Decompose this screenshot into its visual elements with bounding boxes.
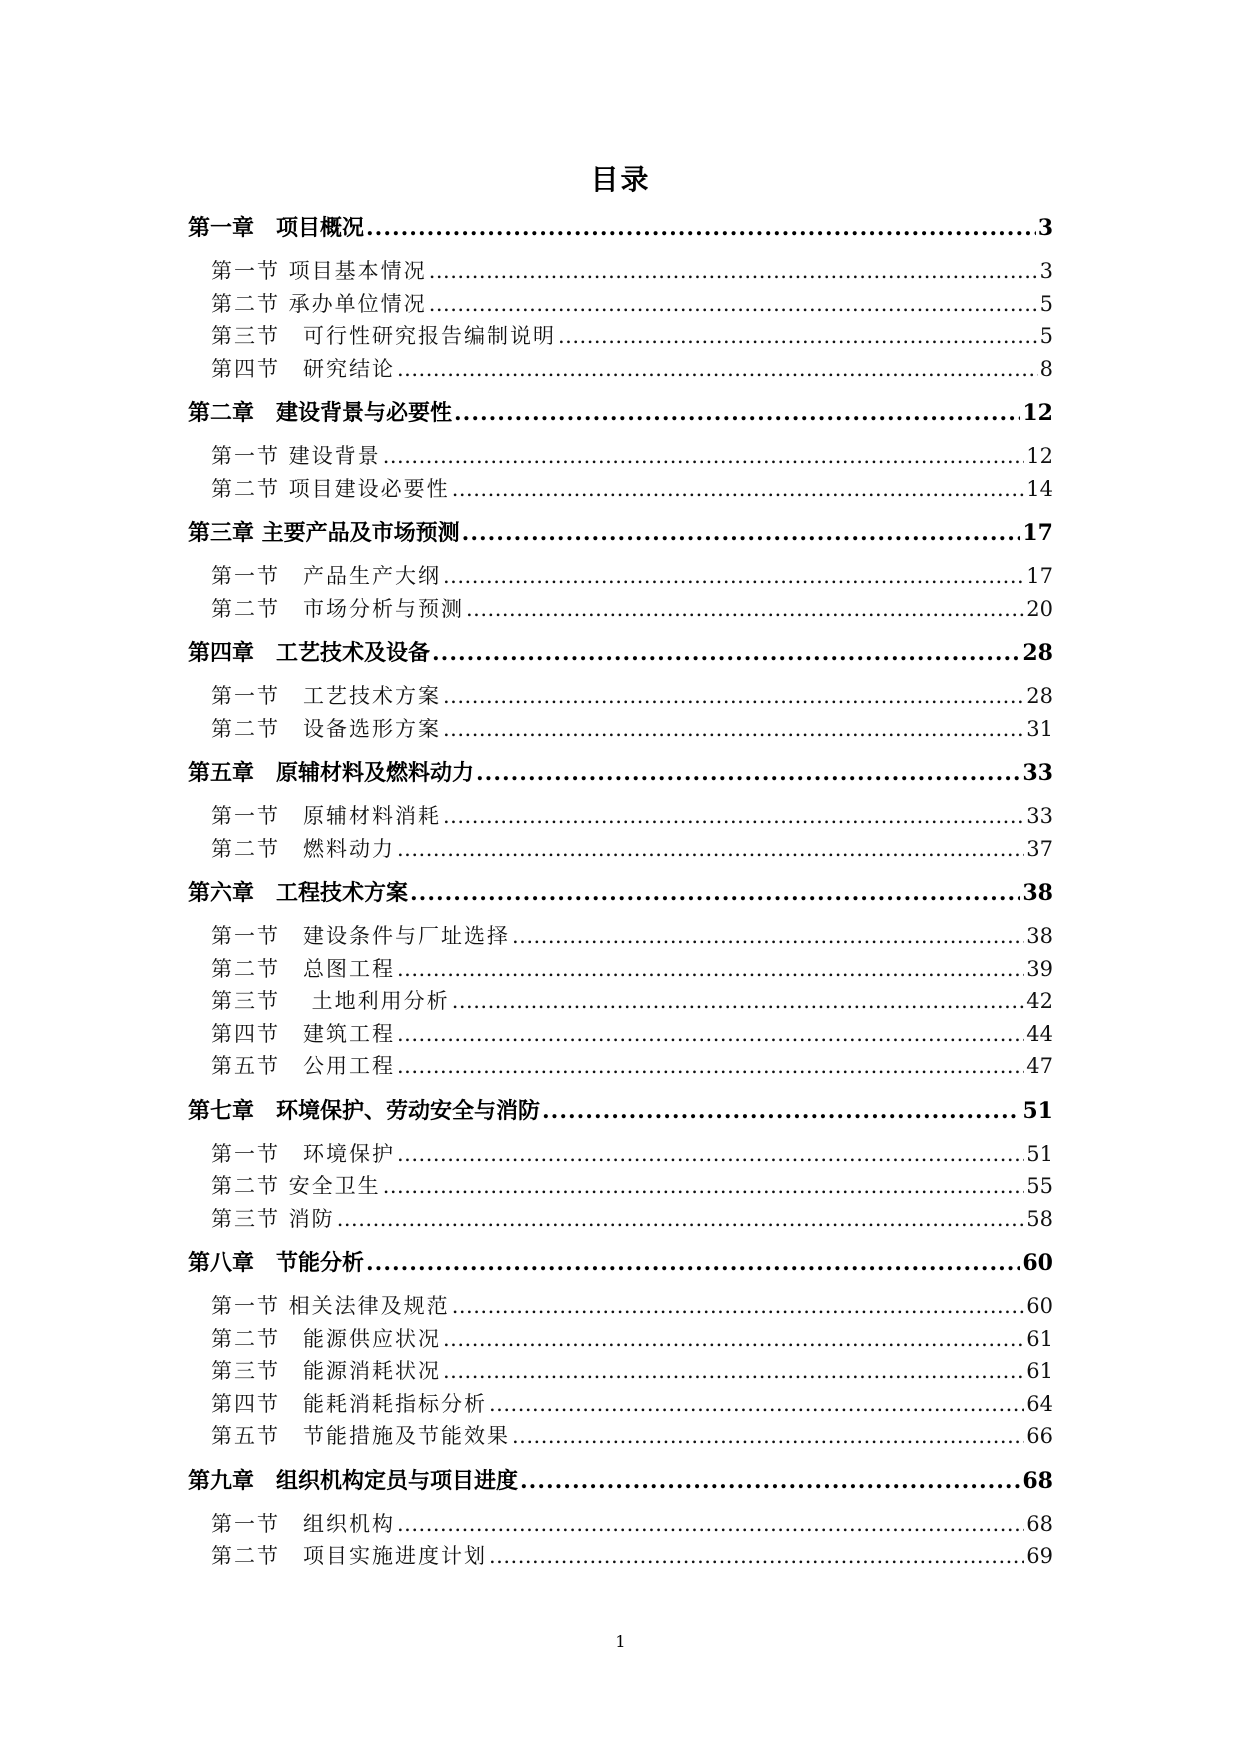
toc-section-entry[interactable] [188,255,1053,288]
toc-entry-page-number: 12 [1026,444,1053,468]
dot-leader [452,985,1025,1018]
toc-entry-label: 第一节 原辅材料消耗 [211,804,441,828]
toc-entry-page-number: 31 [1026,716,1053,741]
toc-section-entry[interactable] [188,1018,1053,1051]
toc-section-entry[interactable] [188,920,1053,953]
toc-entry-page-number: 20 [1026,596,1053,621]
toc-entry-page-number: 61 [1026,1326,1053,1351]
toc-chapter-entry[interactable] [188,877,1053,910]
dot-leader [397,1138,1024,1171]
toc-entry-page-number: 55 [1026,1174,1053,1198]
toc-section-entry[interactable] [188,320,1053,353]
toc-entry-page-number: 8 [1039,356,1053,381]
toc-entry-label: 第一节 产品生产大纲 [211,564,441,588]
toc-entry-page-number: 5 [1039,291,1053,316]
dot-leader [443,680,1024,713]
toc-entry-page-number: 3 [1039,259,1053,283]
toc-entry-page-number: 39 [1026,956,1053,981]
toc-chapter-entry[interactable] [188,397,1053,430]
toc-entry-label: 第三章 主要产品及市场预测 [188,520,460,546]
toc-entry-label: 第二节 总图工程 [211,956,395,981]
dot-leader [366,1247,1020,1280]
dot-leader [429,288,1038,321]
toc-entry-page-number: 28 [1022,640,1053,666]
toc-entry-label: 第五节 节能措施及节能效果 [211,1424,510,1448]
toc-section-entry[interactable] [188,560,1053,593]
toc-section-entry[interactable] [188,985,1053,1018]
toc-entry-page-number: 28 [1026,684,1053,708]
dot-leader [443,1323,1024,1356]
toc-chapter-entry[interactable] [188,517,1053,550]
dot-leader [443,1355,1024,1388]
toc-section-entry[interactable] [188,1290,1053,1323]
dot-leader [452,1290,1025,1323]
toc-section-entry[interactable] [188,1323,1053,1356]
toc-entry-label: 第三节 消防 [211,1206,335,1231]
table-of-contents [188,212,1053,1573]
dot-leader [397,1018,1024,1051]
dot-leader [397,833,1024,866]
toc-entry-page-number: 60 [1026,1294,1053,1318]
toc-section-entry[interactable] [188,1388,1053,1421]
toc-entry-label: 第二节 能源供应状况 [211,1326,441,1351]
toc-entry-label: 第一节 相关法律及规范 [211,1294,450,1318]
dot-leader [383,440,1025,473]
toc-section-entry[interactable] [188,1355,1053,1388]
toc-entry-page-number: 17 [1026,564,1053,588]
dot-leader [512,920,1024,953]
dot-leader [383,1170,1025,1203]
toc-entry-page-number: 38 [1026,924,1053,948]
page-title: 目录 [590,163,651,196]
toc-section-entry[interactable] [188,1050,1053,1083]
toc-entry-label: 第四节 能耗消耗指标分析 [211,1391,487,1416]
toc-entry-page-number: 61 [1026,1359,1053,1383]
toc-section-entry[interactable] [188,1540,1053,1573]
toc-entry-label: 第一节 项目基本情况 [211,259,427,283]
toc-entry-page-number: 47 [1026,1054,1053,1078]
toc-entry-page-number: 42 [1026,989,1053,1013]
dot-leader [397,353,1038,386]
dot-leader [512,1420,1024,1453]
toc-entry-label: 第三节 土地利用分析 [211,989,450,1013]
toc-entry-label: 第二节 项目建设必要性 [211,476,450,501]
toc-section-entry[interactable] [188,833,1053,866]
toc-entry-label: 第三节 能源消耗状况 [211,1359,441,1383]
toc-entry-label: 第九章 组织机构定员与项目进度 [188,1467,519,1494]
toc-entry-page-number: 64 [1026,1391,1053,1416]
toc-section-entry[interactable] [188,1138,1053,1171]
dot-leader [443,800,1024,833]
toc-entry-label: 第二节 市场分析与预测 [211,596,464,621]
dot-leader [337,1203,1025,1236]
toc-entry-page-number: 38 [1022,880,1053,906]
toc-entry-page-number: 14 [1026,476,1053,501]
dot-leader [397,1050,1024,1083]
toc-chapter-entry[interactable] [188,1247,1053,1280]
toc-entry-page-number: 3 [1037,215,1053,241]
toc-entry-label: 第六章 工程技术方案 [188,880,409,906]
toc-entry-page-number: 51 [1026,1141,1053,1166]
toc-entry-page-number: 33 [1022,760,1053,786]
toc-entry-label: 第一章 项目概况 [188,215,365,241]
toc-entry-label: 第一节 环境保护 [211,1141,395,1166]
toc-chapter-entry[interactable] [188,1095,1053,1128]
toc-entry-page-number: 68 [1022,1467,1053,1494]
toc-entry-label: 第七章 环境保护、劳动安全与消防 [188,1097,541,1124]
toc-entry-page-number: 12 [1022,400,1053,426]
page-number: 1 [615,1632,626,1651]
toc-entry-label: 第二节 承办单位情况 [211,291,427,316]
dot-leader [489,1540,1024,1573]
toc-entry-label: 第一节 建设背景 [211,444,381,468]
dot-leader [366,212,1036,245]
toc-chapter-entry[interactable] [188,757,1053,790]
toc-entry-page-number: 17 [1022,520,1053,546]
dot-leader [397,1508,1024,1541]
toc-entry-page-number: 51 [1022,1097,1053,1124]
toc-section-entry[interactable] [188,440,1053,473]
toc-section-entry[interactable] [188,680,1053,713]
toc-entry-page-number: 58 [1026,1206,1053,1231]
toc-entry-label: 第二节 设备选形方案 [211,716,441,741]
toc-entry-label: 第一节 建设条件与厂址选择 [211,924,510,948]
toc-entry-label: 第一节 组织机构 [211,1511,395,1536]
toc-chapter-entry[interactable] [188,212,1053,245]
dot-leader [443,713,1024,746]
toc-entry-label: 第一节 工艺技术方案 [211,684,441,708]
dot-leader [558,320,1038,353]
dot-leader [489,1388,1024,1421]
toc-section-entry[interactable] [188,713,1053,746]
toc-section-entry[interactable] [188,288,1053,321]
toc-entry-label: 第二节 安全卫生 [211,1174,381,1198]
toc-chapter-entry[interactable] [188,637,1053,670]
dot-leader [454,397,1020,430]
toc-section-entry[interactable] [188,1203,1053,1236]
toc-section-entry[interactable] [188,1420,1053,1453]
dot-leader [397,953,1024,986]
dot-leader [520,1465,1020,1498]
toc-entry-label: 第二章 建设背景与必要性 [188,400,453,426]
toc-entry-label: 第五章 原辅材料及燃料动力 [188,760,475,786]
toc-entry-page-number: 60 [1022,1250,1053,1276]
toc-section-entry[interactable] [188,593,1053,626]
dot-leader [429,255,1038,288]
toc-entry-page-number: 69 [1026,1544,1053,1568]
dot-leader [462,517,1021,550]
toc-entry-label: 第二节 燃料动力 [211,836,395,861]
toc-entry-page-number: 66 [1026,1424,1053,1448]
toc-entry-page-number: 68 [1026,1511,1053,1536]
toc-entry-page-number: 33 [1026,804,1053,828]
toc-entry-page-number: 44 [1026,1021,1053,1046]
toc-entry-label: 第二节 项目实施进度计划 [211,1544,487,1568]
dot-leader [452,473,1025,506]
dot-leader [410,877,1020,910]
dot-leader [443,560,1024,593]
toc-entry-page-number: 5 [1039,324,1053,348]
toc-chapter-entry[interactable] [188,1465,1053,1498]
toc-entry-label: 第四节 建筑工程 [211,1021,395,1046]
toc-entry-label: 第三节 可行性研究报告编制说明 [211,324,556,348]
toc-section-entry[interactable] [188,953,1053,986]
toc-entry-label: 第四节 研究结论 [211,356,395,381]
dot-leader [466,593,1024,626]
toc-section-entry[interactable] [188,1170,1053,1203]
toc-section-entry[interactable] [188,1508,1053,1541]
toc-section-entry[interactable] [188,800,1053,833]
toc-entry-label: 第四章 工艺技术及设备 [188,640,431,666]
toc-section-entry[interactable] [188,353,1053,386]
dot-leader [476,757,1020,790]
toc-entry-label: 第五节 公用工程 [211,1054,395,1078]
dot-leader [542,1095,1020,1128]
toc-section-entry[interactable] [188,473,1053,506]
toc-entry-page-number: 37 [1026,836,1053,861]
dot-leader [432,637,1020,670]
toc-entry-label: 第八章 节能分析 [188,1250,365,1276]
